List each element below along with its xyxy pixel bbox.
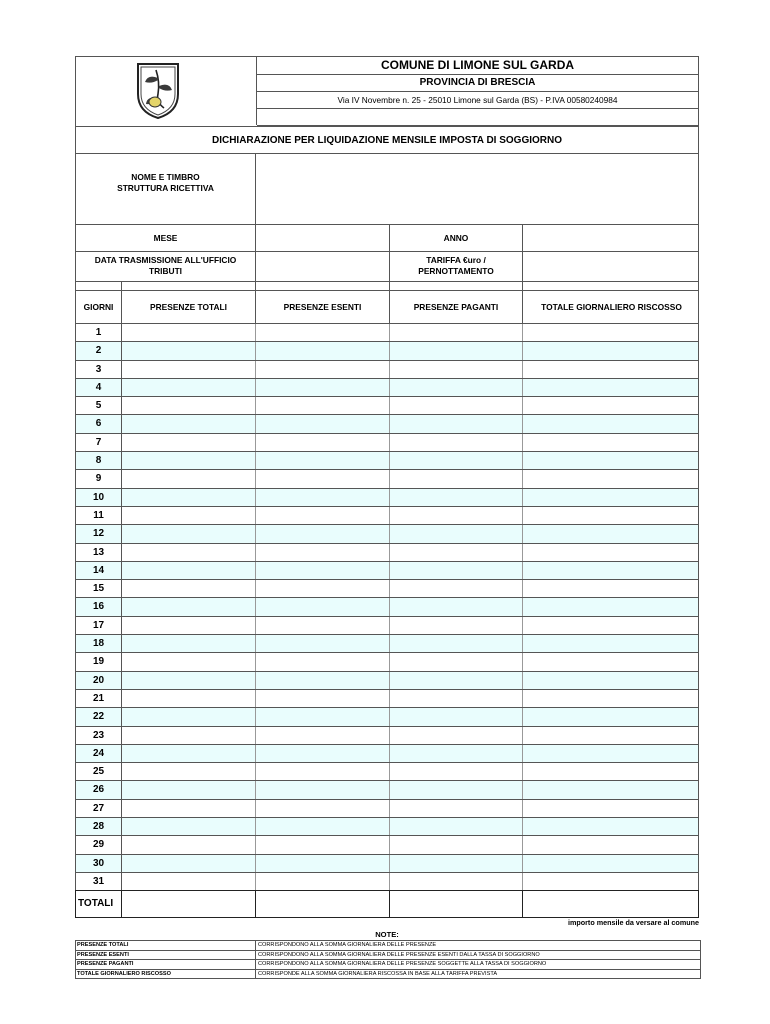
- day-number: 18: [76, 635, 122, 652]
- presenze-totali-cell[interactable]: [122, 836, 256, 853]
- table-row: [75, 561, 699, 579]
- presenze-esenti-cell[interactable]: [256, 361, 390, 378]
- presenze-paganti-cell[interactable]: [390, 873, 523, 890]
- presenze-totali-cell[interactable]: [122, 361, 256, 378]
- note-key: PRESENZE ESENTI: [77, 951, 256, 960]
- day-number: 2: [76, 342, 122, 359]
- spacer-cell: [523, 282, 700, 290]
- presenze-totali-cell[interactable]: [122, 415, 256, 432]
- totale-riscosso-cell[interactable]: [523, 617, 700, 634]
- day-number: 4: [76, 379, 122, 396]
- presenze-paganti-cell[interactable]: [390, 653, 523, 670]
- presenze-totali-cell[interactable]: [122, 470, 256, 487]
- note-value: CORRISPONDONO ALLA SOMMA GIORNALIERA DELLE PRESENZE: [258, 942, 437, 949]
- totale-riscosso[interactable]: [523, 891, 700, 917]
- totale-riscosso-cell[interactable]: [523, 672, 700, 689]
- note-key: PRESENZE PAGANTI: [77, 960, 256, 969]
- table-row: [75, 854, 699, 872]
- day-number: 27: [76, 800, 122, 817]
- table-row: [75, 707, 699, 725]
- totale-presenze-totali[interactable]: [122, 891, 256, 917]
- presenze-totali-cell[interactable]: [122, 800, 256, 817]
- presenze-paganti-cell[interactable]: [390, 361, 523, 378]
- presenze-paganti-cell[interactable]: [390, 855, 523, 872]
- presenze-totali-cell[interactable]: [122, 818, 256, 835]
- day-number: 3: [76, 361, 122, 378]
- presenze-totali-cell[interactable]: [122, 873, 256, 890]
- totale-riscosso-cell[interactable]: [523, 562, 700, 579]
- totals-row: [75, 890, 699, 918]
- day-number: 11: [76, 507, 122, 524]
- day-number: 15: [76, 580, 122, 597]
- spacer-row: [75, 281, 699, 290]
- totale-riscosso-cell[interactable]: [523, 598, 700, 615]
- presenze-paganti-cell[interactable]: [390, 544, 523, 561]
- presenze-totali-cell[interactable]: [122, 763, 256, 780]
- presenze-paganti-cell[interactable]: [390, 818, 523, 835]
- comune-title: COMUNE DI LIMONE SUL GARDA: [257, 57, 698, 75]
- presenze-totali-cell[interactable]: [122, 544, 256, 561]
- note-row: [76, 960, 700, 970]
- note-value: CORRISPONDE ALLA SOMMA GIORNALIERA RISCOSSA IN BASE ALLA TARIFFA PREVISTA: [258, 970, 498, 977]
- presenze-esenti-cell[interactable]: [256, 745, 390, 762]
- presenze-esenti-cell[interactable]: [256, 324, 390, 341]
- table-row: [75, 835, 699, 853]
- table-row: [75, 762, 699, 780]
- presenze-paganti-cell[interactable]: [390, 580, 523, 597]
- municipal-crest-logo: [134, 60, 182, 120]
- totale-riscosso-cell[interactable]: [523, 525, 700, 542]
- table-header: [75, 290, 699, 323]
- table-row: [75, 634, 699, 652]
- totale-riscosso-cell[interactable]: [523, 855, 700, 872]
- presenze-totali-cell[interactable]: [122, 727, 256, 744]
- totale-riscosso-cell[interactable]: [523, 800, 700, 817]
- presenze-paganti-cell[interactable]: [390, 672, 523, 689]
- presenze-paganti-cell[interactable]: [390, 727, 523, 744]
- table-row: [75, 341, 699, 359]
- day-number: 13: [76, 544, 122, 561]
- presenze-esenti-cell[interactable]: [256, 690, 390, 707]
- spacer-cell: [256, 282, 390, 290]
- provincia-label: PROVINCIA DI BRESCIA: [257, 75, 698, 92]
- presenze-totali-cell[interactable]: [122, 507, 256, 524]
- presenze-paganti-cell[interactable]: [390, 379, 523, 396]
- totale-riscosso-cell[interactable]: [523, 544, 700, 561]
- nome-timbro-label: NOME E TIMBRO STRUTTURA RICETTIVA: [76, 154, 256, 224]
- presenze-paganti-cell[interactable]: [390, 781, 523, 798]
- tariffa-label: TARIFFA €uro / PERNOTTAMENTO: [390, 252, 523, 281]
- table-row: [75, 579, 699, 597]
- presenze-paganti-cell[interactable]: [390, 397, 523, 414]
- table-row: [75, 671, 699, 689]
- totale-riscosso-cell[interactable]: [523, 580, 700, 597]
- day-number: 9: [76, 470, 122, 487]
- totale-riscosso-cell[interactable]: [523, 873, 700, 890]
- notes-table: [75, 940, 701, 979]
- presenze-paganti-cell[interactable]: [390, 690, 523, 707]
- presenze-esenti-cell[interactable]: [256, 544, 390, 561]
- table-row: [75, 488, 699, 506]
- totale-riscosso-cell[interactable]: [523, 763, 700, 780]
- spacer-cell: [122, 282, 256, 290]
- presenze-totali-cell[interactable]: [122, 745, 256, 762]
- mese-label: MESE: [76, 225, 256, 251]
- totale-riscosso-cell[interactable]: [523, 781, 700, 798]
- totale-riscosso-cell[interactable]: [523, 324, 700, 341]
- totale-riscosso-cell[interactable]: [523, 745, 700, 762]
- presenze-paganti-cell[interactable]: [390, 452, 523, 469]
- totale-riscosso-cell[interactable]: [523, 635, 700, 652]
- presenze-totali-cell[interactable]: [122, 562, 256, 579]
- spacer-cell: [76, 282, 122, 290]
- day-number: 1: [76, 324, 122, 341]
- presenze-esenti-cell[interactable]: [256, 781, 390, 798]
- row-mese-anno: [75, 224, 699, 251]
- day-number: 12: [76, 525, 122, 542]
- presenze-totali-cell[interactable]: [122, 452, 256, 469]
- table-row: [75, 817, 699, 835]
- day-number: 7: [76, 434, 122, 451]
- presenze-esenti-cell[interactable]: [256, 562, 390, 579]
- presenze-esenti-cell[interactable]: [256, 580, 390, 597]
- totale-riscosso-cell[interactable]: [523, 507, 700, 524]
- day-number: 28: [76, 818, 122, 835]
- presenze-esenti-cell[interactable]: [256, 653, 390, 670]
- day-number: 16: [76, 598, 122, 615]
- table-row: [75, 689, 699, 707]
- note-row: [76, 970, 700, 980]
- note-value: CORRISPONDONO ALLA SOMMA GIORNALIERA DELLE PRESENZE ESENTI DALLA TASSA DI SOGGIORNO: [258, 951, 540, 958]
- importo-note: importo mensile da versare al comune: [567, 918, 699, 928]
- presenze-esenti-cell[interactable]: [256, 763, 390, 780]
- day-number: 10: [76, 489, 122, 506]
- presenze-esenti-cell[interactable]: [256, 708, 390, 725]
- presenze-esenti-cell[interactable]: [256, 434, 390, 451]
- day-number: 26: [76, 781, 122, 798]
- presenze-paganti-cell[interactable]: [390, 800, 523, 817]
- presenze-esenti-cell[interactable]: [256, 635, 390, 652]
- table-row: [75, 433, 699, 451]
- table-row: [75, 780, 699, 798]
- notes-title: NOTE:: [375, 930, 399, 940]
- totale-riscosso-cell[interactable]: [523, 434, 700, 451]
- note-key: PRESENZE TOTALI: [77, 941, 256, 950]
- day-number: 19: [76, 653, 122, 670]
- table-row: [75, 414, 699, 432]
- day-number: 22: [76, 708, 122, 725]
- totale-riscosso-cell[interactable]: [523, 452, 700, 469]
- presenze-paganti-cell[interactable]: [390, 415, 523, 432]
- table-row: [75, 799, 699, 817]
- totale-presenze-paganti[interactable]: [390, 891, 523, 917]
- table-row: [75, 323, 699, 341]
- table-row: [75, 652, 699, 670]
- table-row: [75, 543, 699, 561]
- day-number: 20: [76, 672, 122, 689]
- table-row: [75, 378, 699, 396]
- day-rows: [75, 323, 699, 890]
- table-row: [75, 360, 699, 378]
- totale-riscosso-cell[interactable]: [523, 379, 700, 396]
- presenze-esenti-cell[interactable]: [256, 397, 390, 414]
- col-presenze-esenti: PRESENZE ESENTI: [256, 291, 390, 323]
- presenze-esenti-cell[interactable]: [256, 727, 390, 744]
- presenze-totali-cell[interactable]: [122, 324, 256, 341]
- presenze-totali-cell[interactable]: [122, 653, 256, 670]
- presenze-esenti-cell[interactable]: [256, 489, 390, 506]
- presenze-esenti-cell[interactable]: [256, 342, 390, 359]
- presenze-esenti-cell[interactable]: [256, 800, 390, 817]
- totale-riscosso-cell[interactable]: [523, 470, 700, 487]
- address-line: Via IV Novembre n. 25 - 25010 Limone sul Garda (BS) - P.IVA 00580240984: [257, 92, 698, 109]
- col-presenze-totali: PRESENZE TOTALI: [122, 291, 256, 323]
- logo-cell: [76, 57, 257, 125]
- presenze-totali-cell[interactable]: [122, 525, 256, 542]
- presenze-totali-cell[interactable]: [122, 708, 256, 725]
- day-number: 31: [76, 873, 122, 890]
- day-number: 23: [76, 727, 122, 744]
- nome-timbro-field[interactable]: [256, 154, 698, 224]
- tariffa-field[interactable]: [523, 252, 698, 281]
- presenze-paganti-cell[interactable]: [390, 470, 523, 487]
- totale-riscosso-cell[interactable]: [523, 342, 700, 359]
- presenze-paganti-cell[interactable]: [390, 562, 523, 579]
- presenze-esenti-cell[interactable]: [256, 836, 390, 853]
- note-key: TOTALE GIORNALIERO RISCOSSO: [77, 970, 256, 979]
- day-number: 6: [76, 415, 122, 432]
- note-value: CORRISPONDONO ALLA SOMMA GIORNALIERA DELLE PRESENZE SOGGETTE ALLA TASSA DI SOGGIORNO: [258, 961, 547, 968]
- table-row: [75, 597, 699, 615]
- table-row: [75, 469, 699, 487]
- declaration-title: DICHIARAZIONE PER LIQUIDAZIONE MENSILE IMPOSTA DI SOGGIORNO: [76, 126, 698, 154]
- presenze-totali-cell[interactable]: [122, 379, 256, 396]
- presenze-esenti-cell[interactable]: [256, 379, 390, 396]
- note-row: [76, 941, 700, 951]
- table-row: [75, 616, 699, 634]
- presenze-esenti-cell[interactable]: [256, 818, 390, 835]
- presenze-paganti-cell[interactable]: [390, 434, 523, 451]
- day-number: 30: [76, 855, 122, 872]
- table-row: [75, 872, 699, 890]
- presenze-totali-cell[interactable]: [122, 617, 256, 634]
- totale-riscosso-cell[interactable]: [523, 708, 700, 725]
- presenze-paganti-cell[interactable]: [390, 745, 523, 762]
- presenze-totali-cell[interactable]: [122, 781, 256, 798]
- day-number: 8: [76, 452, 122, 469]
- totale-riscosso-cell[interactable]: [523, 727, 700, 744]
- day-number: 5: [76, 397, 122, 414]
- presenze-totali-cell[interactable]: [122, 690, 256, 707]
- spacer-cell: [390, 282, 523, 290]
- note-row: [76, 951, 700, 961]
- presenze-totali-cell[interactable]: [122, 342, 256, 359]
- totale-riscosso-cell[interactable]: [523, 361, 700, 378]
- presenze-esenti-cell[interactable]: [256, 507, 390, 524]
- presenze-esenti-cell[interactable]: [256, 598, 390, 615]
- presenze-totali-cell[interactable]: [122, 580, 256, 597]
- presenze-paganti-cell[interactable]: [390, 763, 523, 780]
- presenze-esenti-cell[interactable]: [256, 672, 390, 689]
- header-blank-row: [257, 109, 698, 126]
- table-row: [75, 506, 699, 524]
- presenze-totali-cell[interactable]: [122, 489, 256, 506]
- table-row: [75, 451, 699, 469]
- presenze-totali-cell[interactable]: [122, 598, 256, 615]
- totale-riscosso-cell[interactable]: [523, 489, 700, 506]
- presenze-esenti-cell[interactable]: [256, 452, 390, 469]
- totale-riscosso-cell[interactable]: [523, 653, 700, 670]
- data-trasmissione-label: DATA TRASMISSIONE ALL'UFFICIO TRIBUTI: [76, 252, 256, 281]
- presenze-paganti-cell[interactable]: [390, 507, 523, 524]
- totale-riscosso-cell[interactable]: [523, 397, 700, 414]
- totale-riscosso-cell[interactable]: [523, 818, 700, 835]
- mese-field[interactable]: [256, 225, 390, 251]
- presenze-esenti-cell[interactable]: [256, 470, 390, 487]
- totale-presenze-esenti[interactable]: [256, 891, 390, 917]
- presenze-paganti-cell[interactable]: [390, 525, 523, 542]
- presenze-esenti-cell[interactable]: [256, 873, 390, 890]
- presenze-paganti-cell[interactable]: [390, 617, 523, 634]
- totale-riscosso-cell[interactable]: [523, 415, 700, 432]
- presenze-paganti-cell[interactable]: [390, 324, 523, 341]
- anno-label: ANNO: [390, 225, 523, 251]
- presenze-totali-cell[interactable]: [122, 434, 256, 451]
- presenze-paganti-cell[interactable]: [390, 836, 523, 853]
- row-data-tariffa: [75, 251, 699, 281]
- col-presenze-paganti: PRESENZE PAGANTI: [390, 291, 523, 323]
- presenze-esenti-cell[interactable]: [256, 617, 390, 634]
- day-number: 14: [76, 562, 122, 579]
- presenze-totali-cell[interactable]: [122, 635, 256, 652]
- day-number: 21: [76, 690, 122, 707]
- presenze-paganti-cell[interactable]: [390, 598, 523, 615]
- presenze-esenti-cell[interactable]: [256, 415, 390, 432]
- table-row: [75, 524, 699, 542]
- presenze-paganti-cell[interactable]: [390, 489, 523, 506]
- presenze-paganti-cell[interactable]: [390, 342, 523, 359]
- day-number: 25: [76, 763, 122, 780]
- tax-declaration-form: [75, 56, 699, 998]
- col-totale-giornaliero: TOTALE GIORNALIERO RISCOSSO: [541, 302, 682, 312]
- day-number: 17: [76, 617, 122, 634]
- totale-riscosso-cell[interactable]: [523, 690, 700, 707]
- footer: [75, 918, 699, 998]
- table-row: [75, 396, 699, 414]
- totals-label: TOTALI: [76, 891, 122, 917]
- day-number: 24: [76, 745, 122, 762]
- row-nome-timbro: [75, 153, 699, 224]
- presenze-totali-cell[interactable]: [122, 672, 256, 689]
- presenze-esenti-cell[interactable]: [256, 855, 390, 872]
- day-number: 29: [76, 836, 122, 853]
- presenze-totali-cell[interactable]: [122, 855, 256, 872]
- presenze-paganti-cell[interactable]: [390, 708, 523, 725]
- presenze-paganti-cell[interactable]: [390, 635, 523, 652]
- table-row: [75, 726, 699, 744]
- data-trasmissione-field[interactable]: [256, 252, 390, 281]
- anno-field[interactable]: [523, 225, 698, 251]
- presenze-totali-cell[interactable]: [122, 397, 256, 414]
- col-giorni: GIORNI: [76, 291, 122, 323]
- totale-riscosso-cell[interactable]: [523, 836, 700, 853]
- presenze-esenti-cell[interactable]: [256, 525, 390, 542]
- table-row: [75, 744, 699, 762]
- form-header: [75, 56, 699, 153]
